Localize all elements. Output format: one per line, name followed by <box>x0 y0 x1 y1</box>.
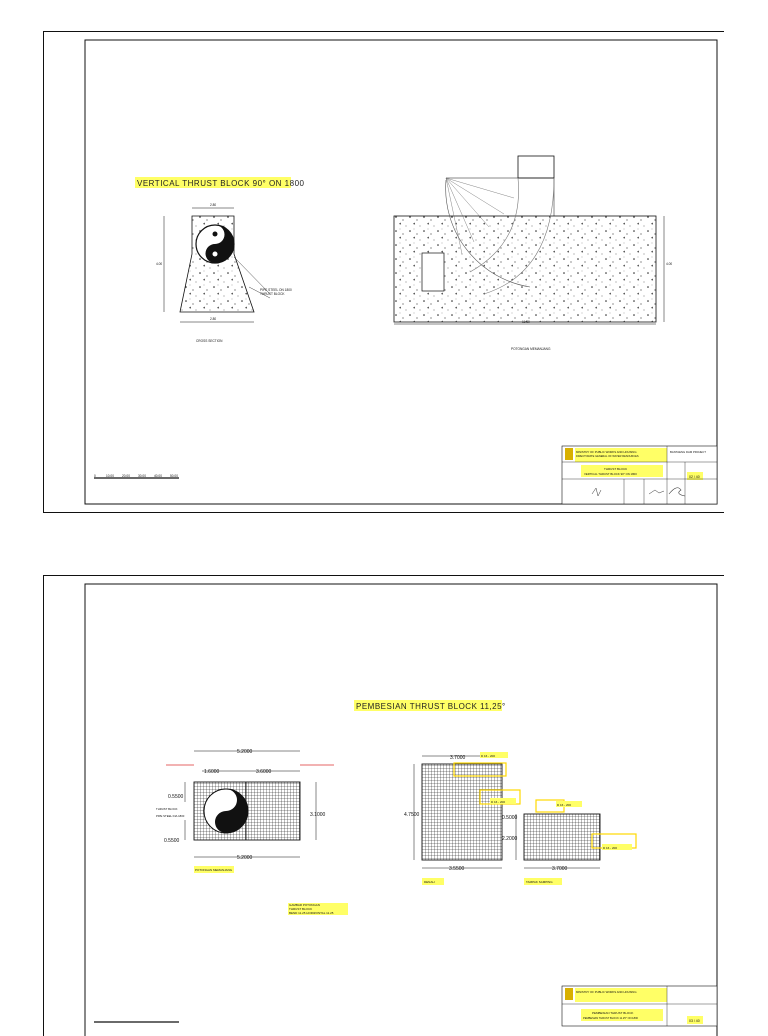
left-label-pipe: PIPE STEEL DIA.1800 <box>156 814 185 818</box>
svg-text:40.00: 40.00 <box>154 474 162 478</box>
svg-text:10.00: 10.00 <box>106 474 114 478</box>
dim-height: 3.1000 <box>310 812 326 818</box>
dim-plan-height: 4.7500 <box>404 812 420 818</box>
label-side-view: TAMPAK SAMPING <box>526 880 553 884</box>
dim-right-seg: 3.6000 <box>256 769 272 775</box>
block-label: THRUST BLOCK <box>260 292 285 296</box>
drawing-sheet-1 <box>43 31 724 513</box>
dim-plan-top: 3.7000 <box>450 755 466 761</box>
dim-bottom: 5.2000 <box>237 855 253 861</box>
dim-height-right-value: 4.00 <box>666 262 673 266</box>
dim-top-value: 2.80 <box>210 203 217 207</box>
svg-text:50.00: 50.00 <box>170 474 178 478</box>
dim-side-bottom-width: 3.7000 <box>552 866 568 872</box>
cross-section-label: CROSS SECTION <box>196 339 223 343</box>
legend-line-3: BEND 11.25 HORIZONTAL 11.25 <box>289 911 334 915</box>
long-section-drawing <box>394 156 664 324</box>
scale-bar <box>94 474 179 478</box>
dim-top: 5.2000 <box>237 749 253 755</box>
sheet-1-canvas <box>44 32 724 512</box>
tb-project: BANTAENG DAM PROJECT <box>670 450 707 454</box>
dim-side-bottom: 0.5500 <box>164 838 180 844</box>
dim-side-height: 2.2000 <box>502 836 518 842</box>
svg-text:20.00: 20.00 <box>122 474 130 478</box>
cross-section-drawing <box>164 208 270 322</box>
dim-left-seg: 1.6000 <box>204 769 220 775</box>
tb2-drawing-subtitle: PEMBESIAN THRUST BLOCK 11.25° ON 1800 <box>583 1017 638 1020</box>
tb2-sheet-no: 03 / 40 <box>689 1019 700 1023</box>
dim-bottom-value: 2.80 <box>210 317 217 321</box>
rebar-label-1: D 16 - 200 <box>481 754 496 758</box>
tb-ministry: MINISTRY OF PUBLIC WORKS AND HOUSING <box>576 450 637 454</box>
legend-line-1: GAMBAR POTONGAN <box>289 903 320 907</box>
tb-drawing-subtitle: VERTICAL THRUST BLOCK 90° ON 1800 <box>584 472 637 476</box>
rebar-side-view <box>516 800 636 885</box>
dim-height-value: 4.00 <box>156 262 163 266</box>
tb-sheet-no: 02 / 40 <box>689 475 700 479</box>
label-plan: DENAH <box>424 880 435 884</box>
dim-side-small: 0.5000 <box>502 815 518 821</box>
label-long-section: POTONGAN MEMANJANG <box>195 868 233 872</box>
pipe-label: PIPE STEEL ON 1800 <box>260 288 292 292</box>
svg-text:30.00: 30.00 <box>138 474 146 478</box>
tb2-ministry: MINISTRY OF PUBLIC WORKS AND HOUSING <box>576 990 637 994</box>
dim-side-top: 0.5500 <box>168 794 184 800</box>
drawing-sheet-2 <box>43 575 724 1036</box>
long-section-label: POTONGAN MEMANJANG <box>511 347 551 351</box>
svg-text:0: 0 <box>94 474 96 478</box>
drawing-title-2: PEMBESIAN THRUST BLOCK 11,25° <box>356 702 506 711</box>
rebar-label-3: D 16 - 200 <box>557 803 572 807</box>
tb-drawing-title: THRUST BLOCK <box>604 467 628 471</box>
dim-plan-bottom: 3.5500 <box>449 866 465 872</box>
sheet-2-canvas <box>44 576 724 1025</box>
rebar-label-4: D 16 - 200 <box>603 846 618 850</box>
dim-length-value: 11.30 <box>522 320 530 324</box>
left-label-block: THRUST BLOCK <box>156 807 178 811</box>
tb-directorate: DIRECTORATE GENERAL OF WATER RESOURCES <box>576 455 639 458</box>
inner-frame-2 <box>85 584 717 1036</box>
rebar-label-2: D 16 - 200 <box>491 800 506 804</box>
tb2-drawing-title: PEMBESIAN THRUST BLOCK <box>592 1011 634 1015</box>
drawing-title: VERTICAL THRUST BLOCK 90° ON 1800 <box>137 179 305 188</box>
legend-line-2: THRUST BLOCK <box>289 907 313 911</box>
